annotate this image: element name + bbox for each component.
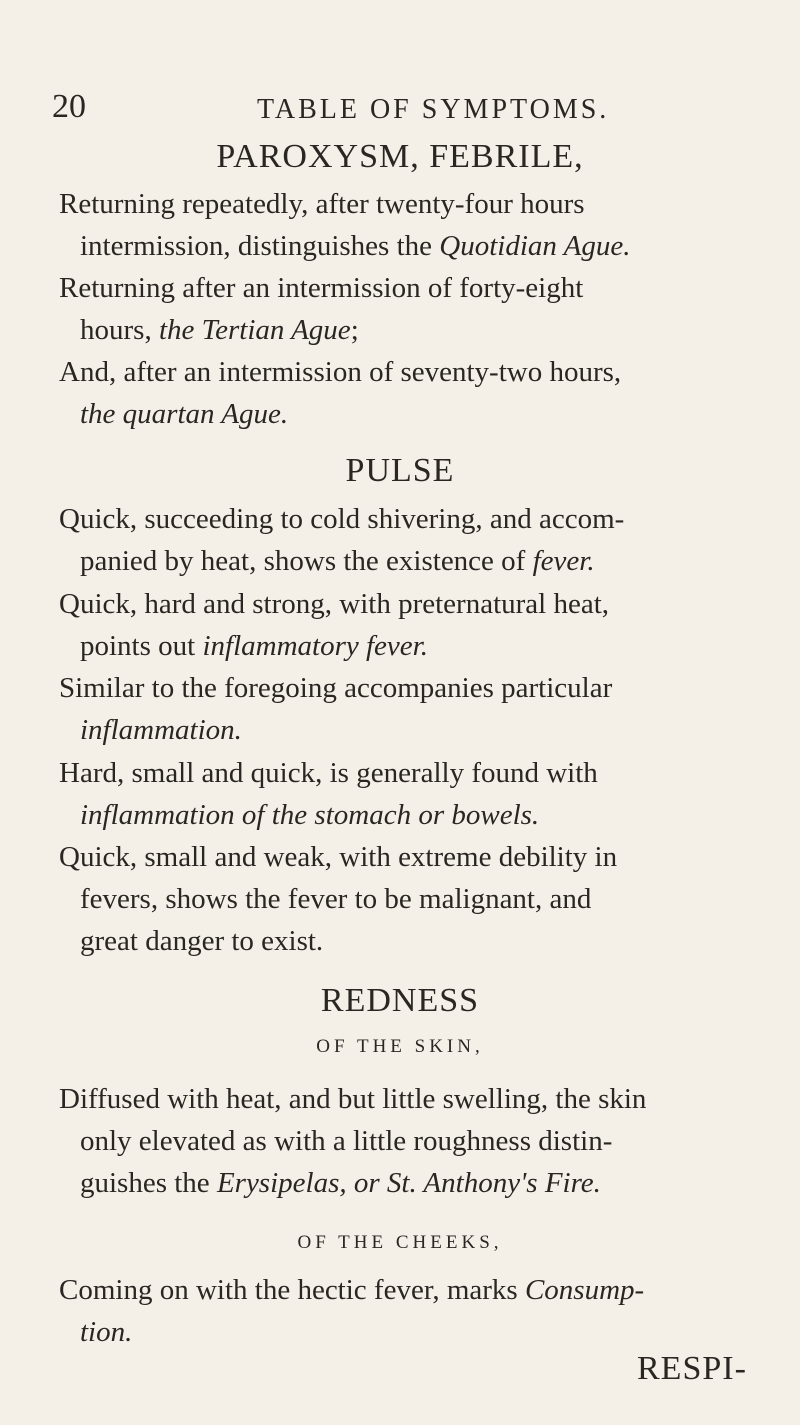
pulse-line-1: Quick, succeeding to cold shivering, and accom- [59, 503, 625, 535]
heading-pulse: PULSE [345, 452, 455, 489]
text: intermission, distinguishes the [80, 230, 440, 262]
pulse-line-11: great danger to exist. [80, 925, 324, 957]
paroxysm-line-3: Returning after an intermission of forty-eight [59, 272, 584, 304]
italic-term: fever. [532, 545, 595, 577]
italic-term: the quartan Ague. [80, 398, 289, 430]
cheeks-line-1 [59, 1276, 644, 1305]
subheading-skin: OF THE SKIN, [316, 1036, 484, 1057]
redness-line-2: only elevated as with a little roughness distin- [80, 1125, 613, 1157]
pulse-line-10: fevers, shows the fever to be malignant, and [80, 883, 592, 915]
page-number: 20 [52, 88, 86, 125]
pulse-line-3: Quick, hard and strong, with preternatural heat, [59, 588, 610, 620]
paroxysm-line-5: And, after an intermission of seventy-two hours, [59, 356, 622, 388]
italic-term: Consump- [524, 1274, 645, 1306]
paroxysm-line-6 [80, 400, 288, 429]
pulse-line-6 [80, 716, 242, 745]
running-title: TABLE OF SYMPTOMS. [257, 94, 610, 125]
italic-term: inflammation. [80, 714, 242, 746]
italic-term: inflammation of the stomach or bowels. [80, 799, 540, 831]
paroxysm-line-4 [80, 316, 359, 345]
pulse-line-5: Similar to the foregoing accompanies particular [59, 672, 613, 704]
pulse-line-8 [80, 801, 539, 830]
pulse-line-2 [80, 547, 595, 576]
paroxysm-line-2 [80, 232, 630, 261]
text: ; [350, 314, 359, 346]
text: guishes the [80, 1167, 217, 1199]
text: panied by heat, shows the existence of [80, 545, 533, 577]
catchword: RESPI- [637, 1350, 747, 1387]
pulse-line-9: Quick, small and weak, with extreme debility in [59, 841, 618, 873]
subheading-cheeks: OF THE CHEEKS, [297, 1232, 503, 1253]
running-head [52, 88, 772, 128]
redness-line-3 [80, 1169, 601, 1198]
italic-term: tion. [80, 1316, 133, 1348]
heading-redness: REDNESS [320, 982, 480, 1019]
text: hours, [80, 314, 159, 346]
italic-term: inflammatory fever. [202, 630, 428, 662]
pulse-line-7: Hard, small and quick, is generally found with [59, 757, 598, 789]
redness-line-1: Diffused with heat, and but little swelling, the skin [59, 1083, 647, 1115]
italic-term: Quotidian Ague. [439, 230, 631, 262]
cheeks-line-2 [80, 1318, 132, 1347]
pulse-line-4 [80, 632, 428, 661]
paroxysm-line-1: Returning repeatedly, after twenty-four hours [59, 188, 585, 220]
italic-term: Erysipelas, or St. Anthony's Fire. [216, 1167, 601, 1199]
heading-paroxysm: PAROXYSM, FEBRILE, [216, 138, 584, 175]
text: Coming on with the hectic fever, marks [59, 1274, 525, 1306]
text: points out [80, 630, 203, 662]
italic-term: the Tertian Ague [158, 314, 351, 346]
